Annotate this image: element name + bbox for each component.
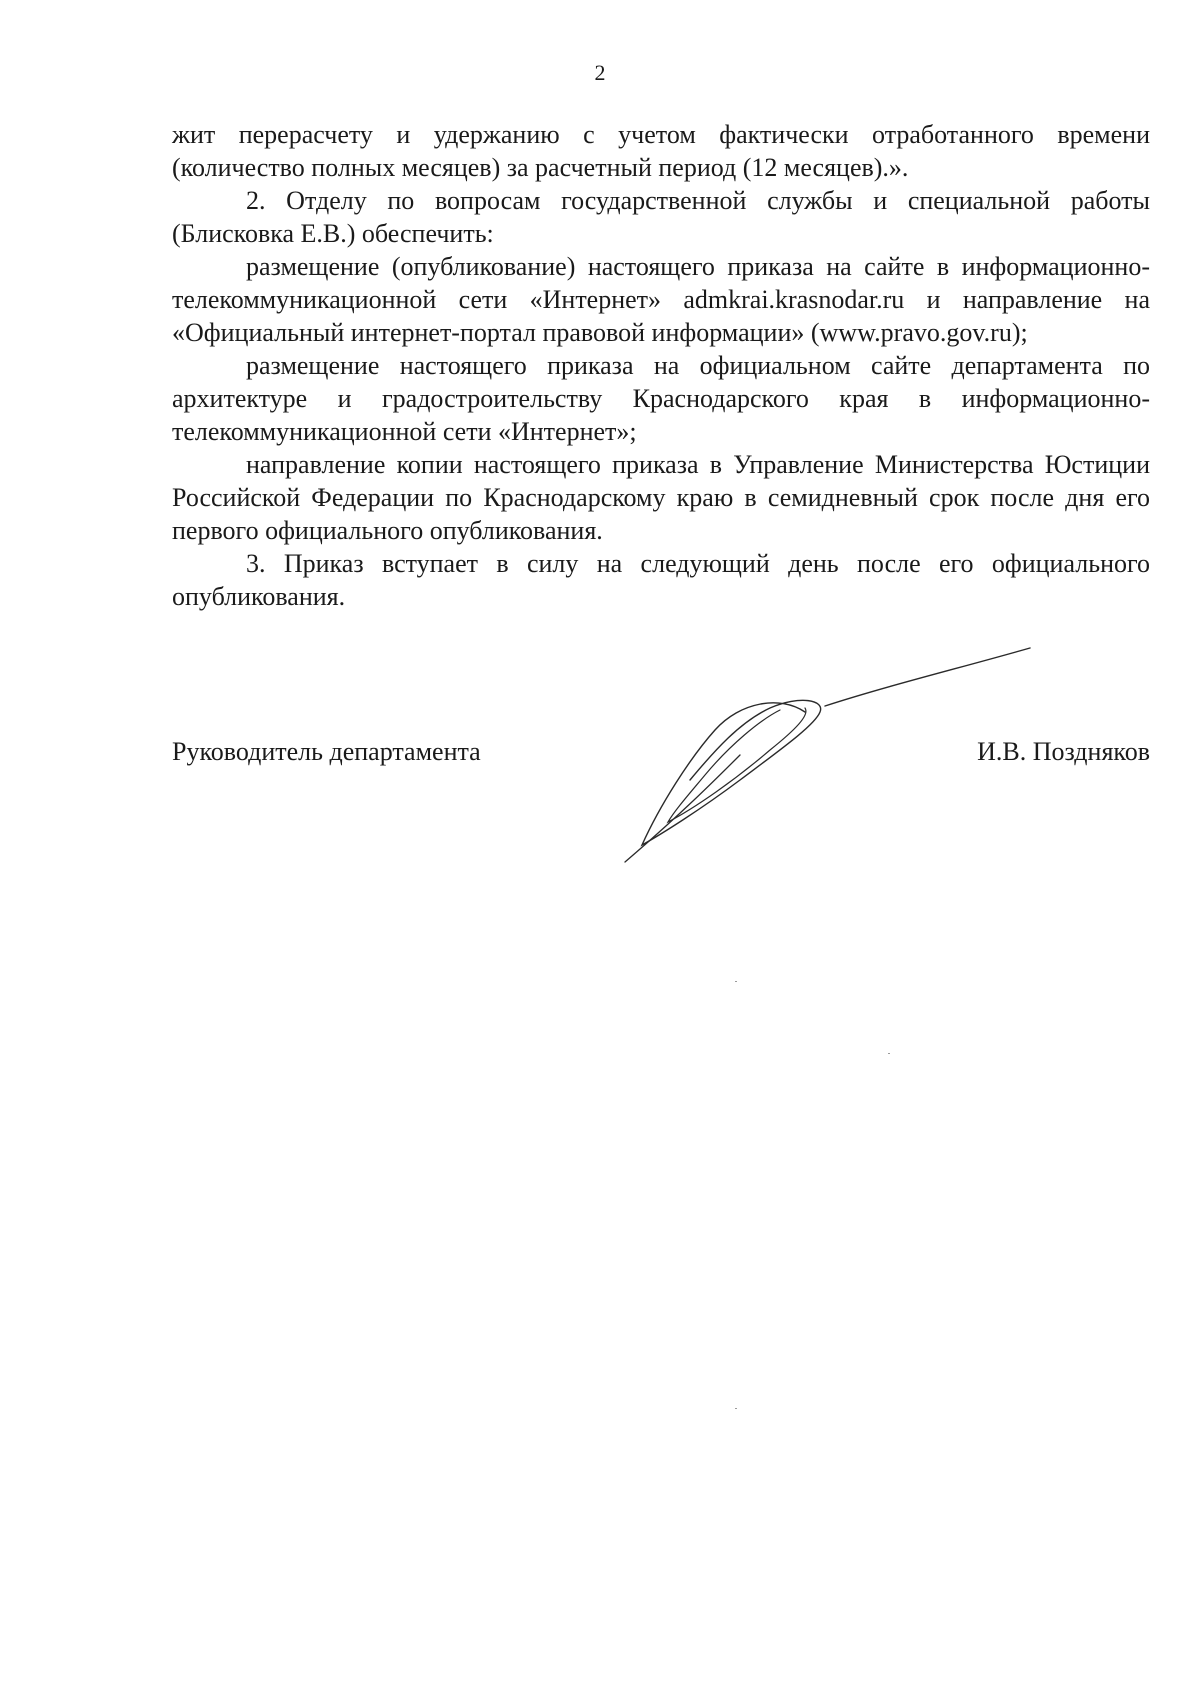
paragraph-continuation: жит перерасчету и удержанию с учетом фактически отработанного времени (количество полных месяцев) за расчетный период (12 месяцев).». [172,120,1150,182]
signatory-position: Руководитель департамента [172,737,481,766]
signature-stroke-flourish [625,755,740,862]
paragraph-item-2-department-site: размещение настоящего приказа на официальном сайте департамента по архитектуре и градостроительству Краснодарского края в информационно-телекоммуникационной сети «Интернет»; [172,351,1150,446]
scan-speck [735,981,737,982]
document-body [172,118,1150,613]
handwritten-signature [620,640,1040,880]
paragraph-item-2: 2. Отделу по вопросам государственной службы и специальной работы (Блисковка Е.В.) обеспечить: [172,186,1150,248]
signatory-name: И.В. Поздняков [977,737,1150,766]
paragraph-item-2-ministry-copy: направление копии настоящего приказа в Управление Министерства Юстиции Российской Федерации по Краснодарскому краю в семидневный срок после дня его первого официального опубликования. [172,450,1150,545]
paragraph-item-2-publication: размещение (опубликование) настоящего приказа на сайте в информационно-телекоммуникационной сети «Интернет» admkrai.krasnodar.ru и направление на «Официальный интернет-портал правовой информации» (www.pravo.gov.ru); [172,252,1150,347]
page-number: 2 [594,60,606,85]
scan-speck [735,1408,737,1409]
signature-stroke-tail [825,648,1030,706]
scan-speck [888,1053,890,1054]
paragraph-item-3: 3. Приказ вступает в силу на следующий день после его официального опубликования. [172,549,1150,611]
